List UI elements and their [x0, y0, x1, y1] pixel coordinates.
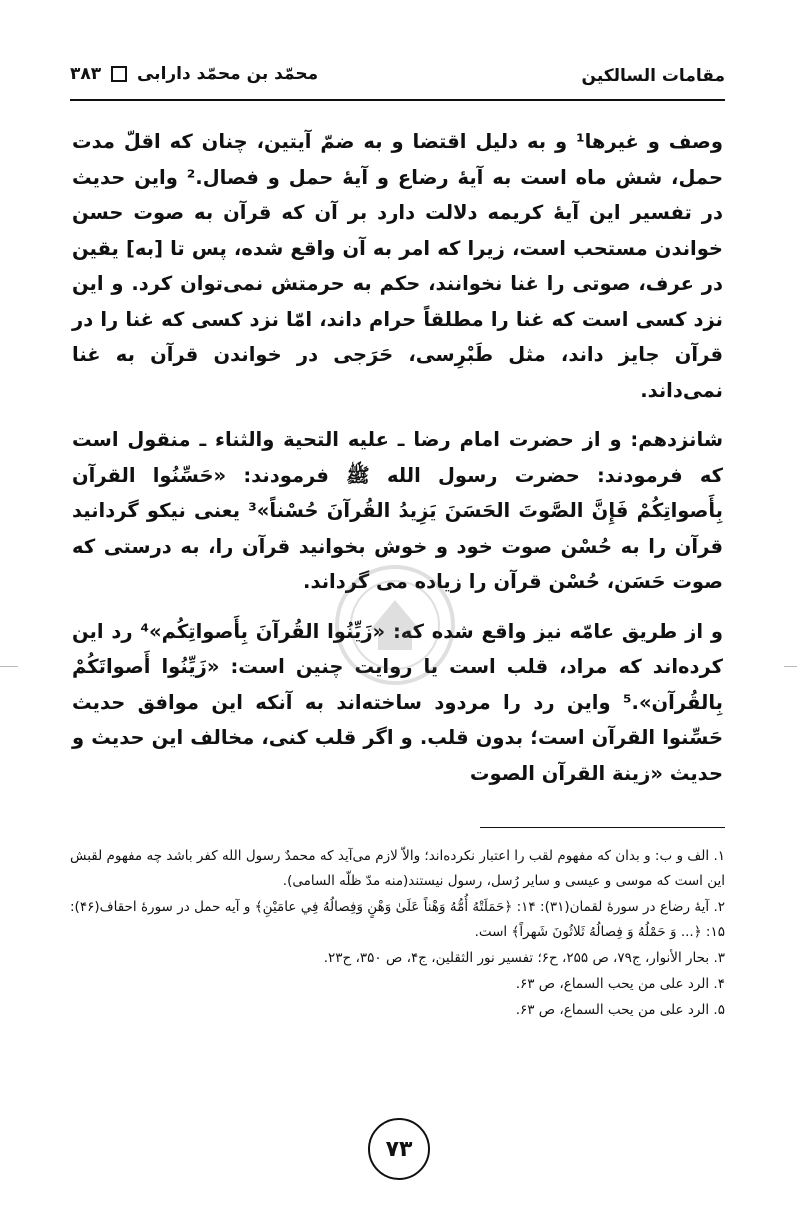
- footnote: ۱. الف و ب: و بدان که مفهوم لقب را اعتبار نکرده‌اند؛ والاّ لازم می‌آید که محمدٌ رسول الله کفر باشد چه مفهوم لقبش این است که موسی و عیسی و سایر رُسل، رسول نیستند(منه مدّ ظلّه السامی).: [70, 848, 725, 889]
- paragraph: و از طریق عامّه نیز واقع شده که: «زَیِّنُوا القُرآنَ بِأَصواتِکُم»⁴ رد این کرده‌اند که مراد، قلب است یا روایت چنین است: «زَیِّنُوا أَصواتَکُمْ بِالقُرآن».⁵ واین رد را مردود ساخته‌اند به آنکه این موافق حدیث حَسِّنوا القرآن است؛ بدون قلب. و اگر قلب کنی، مخالف این حدیث و حدیث «زینة القرآن الصوت: [72, 619, 723, 785]
- library-watermark-icon: [330, 560, 460, 690]
- book-title: مقامات السالکین: [581, 66, 725, 86]
- header-author: محمّد بن محمّد دارابی: [136, 64, 319, 84]
- paragraph: شانزدهم: و از حضرت امام رضا ـ علیه التحیة والثناء ـ منقول است که فرمودند: حضرت رسول الله ﷺ فرمودند: «حَسِّنُوا القرآن بِأَصواتِکُمْ فَإِنَّ الصَّوتَ الحَسَنَ یَزِیدُ القُرآنَ حُسْناً»³ یعنی نیکو گردانید قرآن را به حُسْن صوت خود و خوش بخوانید قرآن را، به درستی که صوت حَسَن، حُسْن قرآن را زیاده می گرداند.: [72, 428, 723, 593]
- footnote: ۴. الرد علی من یحب السماع، ص ۶۳.: [515, 976, 725, 992]
- margin-mark: [0, 666, 18, 667]
- square-ornament-icon: [111, 66, 127, 82]
- main-text: [72, 124, 723, 791]
- header-page-number: ۳۸۳: [70, 64, 102, 84]
- paragraph: وصف و غیرها¹ و به دلیل اقتضا و به ضمّ آیتین، چنان که اقلّ مدت حمل، شش ماه است به آیهٔ رضاع و آیهٔ حمل و فصال.² واین حدیث در تفسیر این آیهٔ کریمه دلالت دارد بر آن که قرآن به صوت حسن خواندن مستحب است، زیرا که امر به آن واقع شده، پس تا [به] یقین در عرف، صوتی را غنا نخوانند، حکم به حرمتش نمی‌توان کرد. و این نزد کسی است که غنا را مطلقاً حرام داند، امّا نزد کسی که غنا را در قرآن جایز داند، مثل طَبْرِسی، حَرَجی در خواندن قرآن به غنا نمی‌داند.: [72, 130, 723, 402]
- header-rule: [70, 99, 725, 101]
- header-author-page: [70, 64, 318, 84]
- footnote: ۲. آیهٔ رضاع در سورهٔ لقمان(۳۱): ۱۴: ﴿حَمَلَتْهُ أُمُّهُ وَهْناً عَلَیٰ وَهْنٍ وَفِصالُهُ فِي عامَیْنِ﴾ و آیه حمل در سورهٔ احقاف(۴۶): ۱۵: ﴿... وَ حَمْلُهُ وَ فِصالُهُ ثَلاثُونَ شَهراً﴾ است.: [70, 899, 726, 940]
- page-number: ۷۳: [368, 1118, 430, 1180]
- running-header: [70, 58, 725, 98]
- footnote-rule: [480, 827, 725, 828]
- margin-mark: [784, 666, 797, 667]
- footnote: ۵. الرد علی من یحب السماع، ص ۶۳.: [515, 1002, 725, 1018]
- footnote: ۳. بحار الأنوار، ج۷۹، ص ۲۵۵، ح۶؛ تفسیر نور الثقلین، ج۴، ص ۳۵۰، ح۲۳.: [323, 950, 725, 966]
- footnotes: [70, 844, 725, 1024]
